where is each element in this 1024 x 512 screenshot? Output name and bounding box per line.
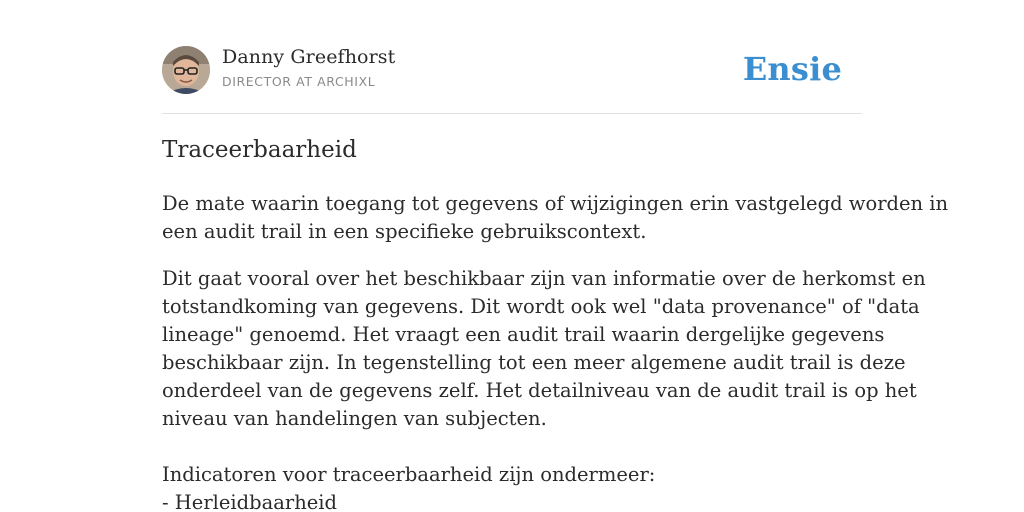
text-line: Indicatoren voor traceerbaarheid zijn ondermeer: xyxy=(162,463,656,486)
author-avatar[interactable] xyxy=(162,46,210,94)
text-line: Dit gaat vooral over het beschikbaar zijn van informatie over de herkomst en xyxy=(162,267,926,290)
entry-definition xyxy=(162,190,949,246)
text-line: totstandkoming van gegevens. Dit wordt ook wel "data provenance" of "data xyxy=(162,295,920,318)
author-name[interactable]: Danny Greefhorst xyxy=(222,46,396,68)
ensie-logo[interactable]: Ensie xyxy=(742,50,842,88)
author-role: DIRECTOR AT ARCHIXL xyxy=(222,74,376,89)
text-line: onderdeel van de gegevens zelf. Het detailniveau van de audit trail is op het xyxy=(162,379,917,402)
list-item: - Herleidbaarheid xyxy=(162,491,338,512)
text-line: De mate waarin toegang tot gegevens of wijzigingen erin vastgelegd worden in xyxy=(162,192,949,215)
text-line: niveau van handelingen van subjecten. xyxy=(162,407,547,430)
card-header xyxy=(162,0,862,114)
text-line: beschikbaar zijn. In tegenstelling tot een meer algemene audit trail is deze xyxy=(162,351,906,374)
blank-line xyxy=(162,433,862,461)
text-line: lineage" genoemd. Het vraagt een audit trail waarin dergelijke gegevens xyxy=(162,323,885,346)
definition-card xyxy=(162,0,949,512)
text-line: een audit trail in een specifieke gebruikscontext. xyxy=(162,220,647,243)
entry-explanation xyxy=(162,265,926,512)
author-photo xyxy=(162,46,210,94)
entry-title: Traceerbaarheid xyxy=(162,137,357,163)
